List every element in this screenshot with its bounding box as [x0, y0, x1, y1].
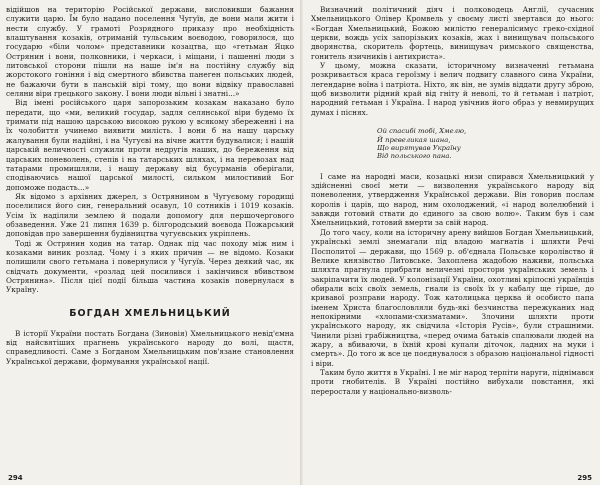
paragraph: Від імені російського царя запорозьким козакам наказано було передати, що «ми, великий государ, задля селянської віри будемо їх тримати під нашою царською високою рукою у всякому збереженні і на їх чолобиття учинемо виявити милість. І вони б на нашу царську жалування були надійні, і на Чугуєві на вічне життя будувалися; і нашій царській величності служили проти недругів наших, до береження від царських поневолень, степів і на татарських шляхах, і на перевозах над татарами промишляли, і нашу державу від бусурманів оберігали, сподіваючись нашої царської милості, сильком милостивий Бог допоможе подасть...»: [6, 98, 294, 192]
poem-line: Що вирятував Україну: [377, 143, 461, 152]
poem-line: Й превеликая шана,: [377, 135, 451, 144]
paragraph: відійшов на територію Російської держави, висловивши бажання служити царю. Їм було надано поселення Чугуїв, де вони мали жити і нести службу. У грамоті Розрядного приказу про необхідність влаштування козаків, отриманій тульським воєводою, говорилося, що государю «біли чолом» представники козацтва, що «гетьман Яцко Острянин і вони, полковники, і черкаси, і міщани, і пашенні люди з литовської сторони пішли на наше ім'я на постійну службу від жорстокого гоніння і від смертного вбивства панеген польських людей, не бажаючи бути в панській вірі тому, що вони відвіку православні селяни віри грецького закону. І вони люди вільні і знатні...»: [6, 5, 294, 99]
page-number: 294: [8, 474, 23, 482]
page-number: 295: [577, 474, 592, 482]
poem-line: Ой спасибі тобі, Хмелю,: [377, 127, 467, 136]
chapter-heading: БОГДАН ХМЕЛЬНИЦЬКИЙ: [69, 307, 231, 319]
paragraph: Тоді ж Острянин ходив на татар. Однак під час походу між ним і козаками виник розлад. Чому і з яких причин — не відомо. Козаки полишили свого гетьмана і повернулися у Чугуїв. Через деякий час, як свідчать документи, «розлад цей посилився і закінчився вбивством Острянина». Після цієї події більша частина козаків повернулася в Україну.: [6, 238, 294, 295]
poem-line: Від польського пана.: [377, 152, 452, 161]
paragraph: В історії України постать Богдана (Зиновія) Хмельницького невід'ємна від найсвятіших прагнень українського народу до волі, щастя, справедливості. Саме з Богданом Хмельницьким пов'язане становлення Української держави, формування української нації.: [6, 328, 294, 366]
paragraph: У цьому, можна сказати, історичному визначенні гетьмана розкривається краса героїзму і велич подвигу славного сина України, легендарне воїна і патріота. Ніхто, як він, не зумів віддати другу зброю, щоб визволити рідний край від гніту й неволі, то й гетьман і патріот, народний гетьман і Україна. І народ увічнив його образ у невмирущих думах і піснях.: [311, 61, 594, 117]
poem-quote: [377, 127, 594, 161]
paragraph: Визначний політичний діяч і полководець Англії, сучасник Хмельницького Олівер Кромвель у своєму листі звертався до нього: «Богдан Хмельницький, Божою милістю генералісимус греко-східної церкви, вождь усіх запорізьких козаків, жах і винищувач польського дворянства, скоритель фортець, винищувач римського священства, гонитель язичників і антихриста».: [311, 5, 594, 61]
paragraph: І саме на народні маси, козацькі низи спирався Хмельницький у здійсненні своєї мети — визволення українського народу від поневолення, утвердження Української держави. Він говорив послам королів і царів, що народ, ним охолоджений, «і народ волелюбний і завжди готовий ствати до єдиного за свою волю». Таким був і сам Хмельницький, готовий вмерти за свій народ.: [311, 171, 594, 228]
right-page: [303, 0, 600, 485]
paragraph: Таким було життя в Україні. І не міг народ терпіти наруги, піднімався проти гнобителів. В Україні постійно вибухали повстання, які переростали у національно-визволь-: [311, 367, 594, 396]
paragraph: Як відомо з архівних джерел, з Острянином в Чугуєвому городищі поселилися його син, генеральний осавул, 10 сотників і 1019 козаків. Усім їх наділили землею й подали допомогу для першочергового обзаведення. Уже 21 липня 1639 р. білгородський воєвода Пожарський доповідав про завершення будівництва чугуєвських укріплень.: [6, 191, 294, 239]
paragraph: До того часу, коли на історичну арену вийшов Богдан Хмельницький, українські землі знемагали під владою магнатів і шляхти Речі Посполитої — держави, що 1569 р. об'єднала Польське королівство й Велике князівство Литовське. Захоплена жадобою наживи, польська шляхта прагнула прибрати величезні простори українських земель і закріпачити їх людей. У колонізації України, охотливі кріпосні українців обирали всіх своїх земель, гнали із своїх їх у кабалу ще гірше, до кривавої розправи народу. Тож католицька церква й особисто папа іменем Христа благословляли будь-які безчинства пережуканих над непокірними «хлопами-схизматами». Злочини шляхти проти українського народу, як свідчила «Історія Русів», були страшними. Чинили різні грабіжництва, «перед очима батьків спалювали людей на жару, а вбиваючи, в їхній крові купали діточок, ладних на муки і смерть». До того ж все це поєднувалося з образою національної гідності і віри.: [311, 227, 594, 368]
